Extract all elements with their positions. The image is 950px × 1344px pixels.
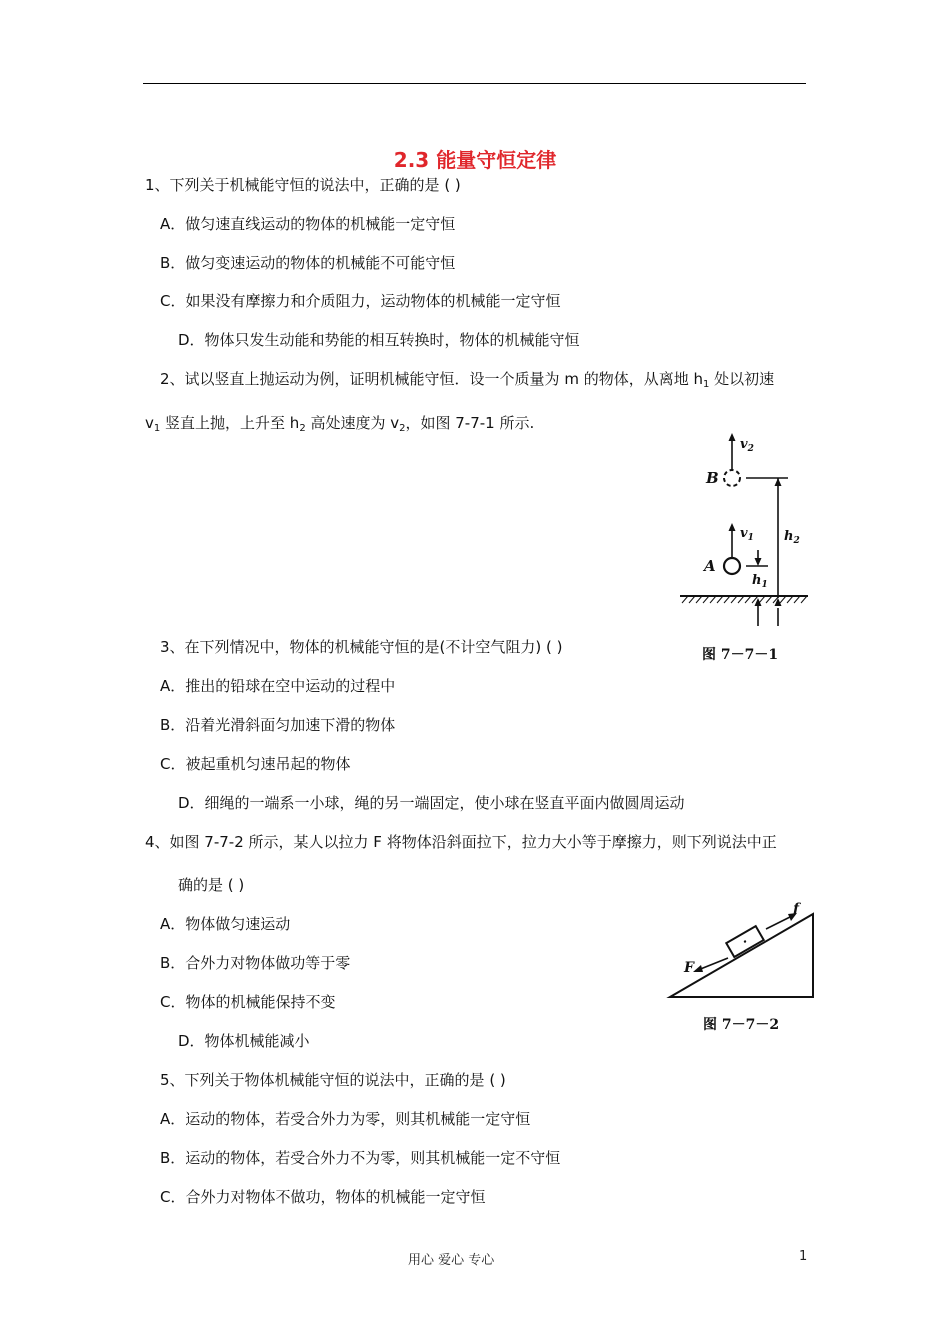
incline-triangle [670, 914, 813, 997]
q2-end: ，如图 7-7-1 所示. [405, 414, 535, 432]
q3-option-b: B．沿着光滑斜面匀加速下滑的物体 [160, 716, 396, 734]
fig1-caption: 图 7－7－1 [702, 647, 779, 663]
q4-option-b: B．合外力对物体做功等于零 [160, 954, 351, 972]
q2-stem-part1: 2、试以竖直上抛运动为例，证明机械能守恒．设一个质量为 m 的物体，从离地 h [160, 370, 703, 388]
q3-option-c: C．被起重机匀速吊起的物体 [160, 755, 351, 773]
figure-7-7-2 [660, 900, 825, 1035]
q3-stem: 3、在下列情况中，物体的机械能守恒的是(不计空气阻力) ( ) [160, 638, 563, 656]
figure-7-7-1 [670, 430, 820, 670]
fig2-label-F: F [684, 960, 694, 976]
q1-option-d: D．物体只发生动能和势能的相互转换时，物体的机械能守恒 [178, 331, 580, 349]
q2-sub-h2: 2 [299, 423, 306, 434]
fig2-caption: 图 7－7－2 [703, 1017, 780, 1033]
q2-sub-v1: 1 [153, 423, 161, 434]
q4-option-d: D．物体机械能减小 [178, 1032, 310, 1050]
fig1-label-h1: $h_1$ [752, 573, 768, 590]
q4-option-a: A．物体做匀速运动 [160, 915, 291, 933]
q2-mid: 竖直上抛，上升至 h [160, 414, 300, 432]
q2-sub-v2: 2 [399, 423, 406, 434]
ball-b [724, 470, 740, 486]
fig1-label-a: A [704, 557, 716, 575]
v2-arrow-head [729, 433, 736, 441]
q4-option-c: C．物体的机械能保持不变 [160, 993, 336, 1011]
h1-arrow-top [755, 558, 762, 566]
ground-hatch [682, 596, 807, 603]
q1-stem: 1、下列关于机械能守恒的说法中，正确的是 ( ) [145, 176, 461, 194]
q4-stem-line1: 4、如图 7-7-2 所示，某人以拉力 F 将物体沿斜面拉下，拉力大小等于摩擦力，则下列说法中正 [145, 833, 777, 851]
q3-option-a: A．推出的铅球在空中运动的过程中 [160, 677, 396, 695]
force-f-arrow-line [698, 958, 728, 970]
fig1-label-v1: $v_1$ [740, 526, 754, 543]
h2-arrow-top [775, 478, 782, 486]
footer-motto: 用心 爱心 专心 [408, 1253, 495, 1268]
q5-option-b: B．运动的物体，若受合外力不为零，则其机械能一定不守恒 [160, 1149, 561, 1167]
friction-arrow-line [766, 916, 792, 929]
fig1-label-v2: $v_2$ [740, 437, 754, 454]
page-title: 2.3 能量守恒定律 [393, 148, 557, 172]
header-rule [143, 83, 806, 84]
page-number: 1 [799, 1249, 808, 1264]
q1-option-a: A．做匀速直线运动的物体的机械能一定守恒 [160, 215, 456, 233]
q2-v: v [145, 414, 154, 432]
fig2-label-f: f [793, 901, 800, 917]
q1-option-b: B．做匀变速运动的物体的机械能不可能守恒 [160, 254, 456, 272]
fig1-label-h2: $h_2$ [784, 529, 800, 546]
q2-sub-h1: 1 [702, 379, 710, 390]
q2-mid2: 高处速度为 v [305, 414, 400, 432]
force-f-arrow-head [693, 965, 703, 972]
ball-a [724, 558, 740, 574]
q5-option-c: C．合外力对物体不做功，物体的机械能一定守恒 [160, 1188, 486, 1206]
q2-stem-line2 [145, 413, 534, 433]
q3-option-d: D．细绳的一端系一小球，绳的另一端固定，使小球在竖直平面内做圆周运动 [178, 794, 685, 812]
q5-stem: 5、下列关于物体机械能守恒的说法中，正确的是 ( ) [160, 1071, 506, 1089]
q1-option-c: C．如果没有摩擦力和介质阻力，运动物体的机械能一定守恒 [160, 292, 561, 310]
v1-arrow-head [729, 523, 736, 531]
fig1-label-b: B [706, 469, 719, 487]
q5-option-a: A．运动的物体，若受合外力为零，则其机械能一定守恒 [160, 1110, 531, 1128]
q2-stem-part2: 处以初速 [709, 370, 775, 388]
q2-stem-line1 [160, 369, 774, 389]
q4-stem-line2: 确的是 ( ) [178, 876, 245, 894]
